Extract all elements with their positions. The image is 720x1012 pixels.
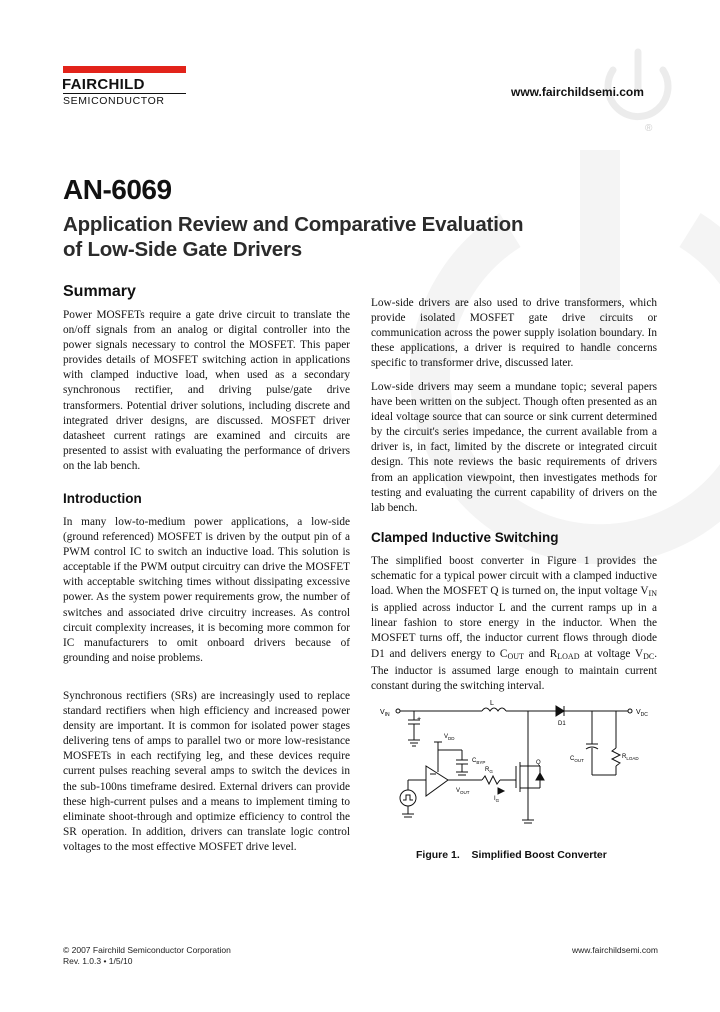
company-logo[interactable]: FAIRCHILD: [62, 76, 145, 93]
website-link[interactable]: www.fairchildsemi.com: [511, 85, 644, 99]
title-line-2: of Low-Side Gate Drivers: [63, 238, 302, 261]
label-diode: D1: [558, 721, 566, 727]
footer-copyright: © 2007 Fairchild Semiconductor Corporation: [63, 945, 231, 955]
footer-website-link[interactable]: www.fairchildsemi.com: [572, 945, 658, 955]
title-line-1: Application Review and Comparative Evaluation: [63, 213, 524, 236]
logo-divider: [63, 93, 186, 94]
label-vin: $V_{IN}$: [380, 709, 390, 718]
label-rload: $R_{LOAD}$: [622, 754, 639, 761]
label-ig: $I_G$: [494, 796, 500, 803]
introduction-paragraph-2: Synchronous rectifiers (SRs) are increasingly used to replace standard rectifiers when high efficiency and increased power density are important. It is common for isolated power stages delivering tens of amps to parallel two or more low-resistance MOSFETs in each rectifying leg, and these devices require current pulses reaching several amps to switch the devices in the sub-100ns timeframe desired. External drivers can provide these high-current pulses and a means to implement timing to eliminate shoot-through and optimize efficiency to control the SR operation. In addition, drivers can translate logic control voltages to the most effective MOSFET drive level.: [63, 690, 350, 853]
footer-revision: Rev. 1.0.3 • 1/5/10: [63, 956, 133, 966]
label-cbyp: $C_{BYP}$: [472, 758, 486, 765]
label-q: Q: [536, 760, 541, 766]
document-id: AN-6069: [63, 174, 172, 205]
clamped-switching-heading: Clamped Inductive Switching: [371, 530, 559, 545]
label-vdd: $V_{DD}$: [444, 734, 455, 741]
watermark-registered-mark: ®: [645, 123, 653, 134]
document-title: [63, 212, 583, 262]
label-rg: $R_G$: [485, 767, 493, 774]
figure-caption: Figure 1. Simplified Boost Converter: [416, 849, 607, 861]
label-vout: $V_{OUT}$: [456, 788, 470, 795]
logo-red-bar: [63, 66, 186, 73]
summary-text: Power MOSFETs require a gate drive circuit to translate the on/off signals from an analog or digital controller into the power signals necessary to control the MOSFET. This paper provides details of MOSFET switching action in applications with clamped inductive load, when used as a secondary synchronous rectifier, and driving pulse/gate drive transformers. Potential driver solutions, including discrete and integrated driver designs, are discussed. MOSFET driver datasheet current ratings are examined and circuits are presented to assist with evaluating the performance of drivers on the lab bench.: [63, 309, 350, 472]
label-cout: $C_{OUT}$: [570, 756, 584, 763]
label-vdc: $V_{DC}$: [636, 709, 648, 718]
right-intro-paragraph-2: Low-side drivers may seem a mundane topic; several papers have been written on the subject. Though often presented as an ideal voltage source that can source or sink current determined by the circuit's series impedance, the current available from a driver is, in fact, limited by the discrete or integrated circuit design. This note reviews the basic requirements of drivers from an application viewpoint, then investigates methods for testing and evaluating the current capability of drivers on the lab bench.: [371, 381, 657, 514]
introduction-paragraph-1: In many low-to-medium power applications, a low-side (ground referenced) MOSFET is driven by the output pin of a PWM control IC to switch an inductive load. This solution is acceptable if the PWM output circuitry can drive the MOSFET with acceptable switching times without dissipating excessive power. As the system power requirements grow, the number of switches and associated drive circuitry increases. As control circuit complexity increases, it is becoming more common for IC manufacturers to omit onboard drivers because of grounding and noise problems.: [63, 516, 350, 664]
label-plus: +: [417, 716, 422, 723]
label-inductor: L: [490, 700, 494, 707]
summary-heading: Summary: [63, 283, 136, 300]
introduction-heading: Introduction: [63, 491, 142, 506]
company-logo-subtitle: SEMICONDUCTOR: [63, 95, 165, 107]
boost-converter-schematic: [370, 700, 660, 840]
clamped-switching-text: The simplified boost converter in Figure 1 provides the schematic for a typical power circuit with a clamped inductive load. When the MOSFET Q is turned on, the input voltage $V_{IN}$ is applied across inductor L and the current ramps up in a linear fashion to store energy in the inductor. When the MOSFET turns off, the inductor current flows through diode D1 and delivers energy to $C_{OUT}$ and $R_{LOAD}$ at voltage $V_{DC}$. The inductor is assumed large enough to maintain current constant during the switching interval.: [371, 555, 658, 692]
right-intro-paragraph-1: Low-side drivers are also used to drive transformers, which provide isolated MOSFET gate drive circuits or communication across the power supply isolation boundary. In these applications, a driver is required to handle concerns specific to transformer drive, discussed later.: [371, 297, 657, 370]
